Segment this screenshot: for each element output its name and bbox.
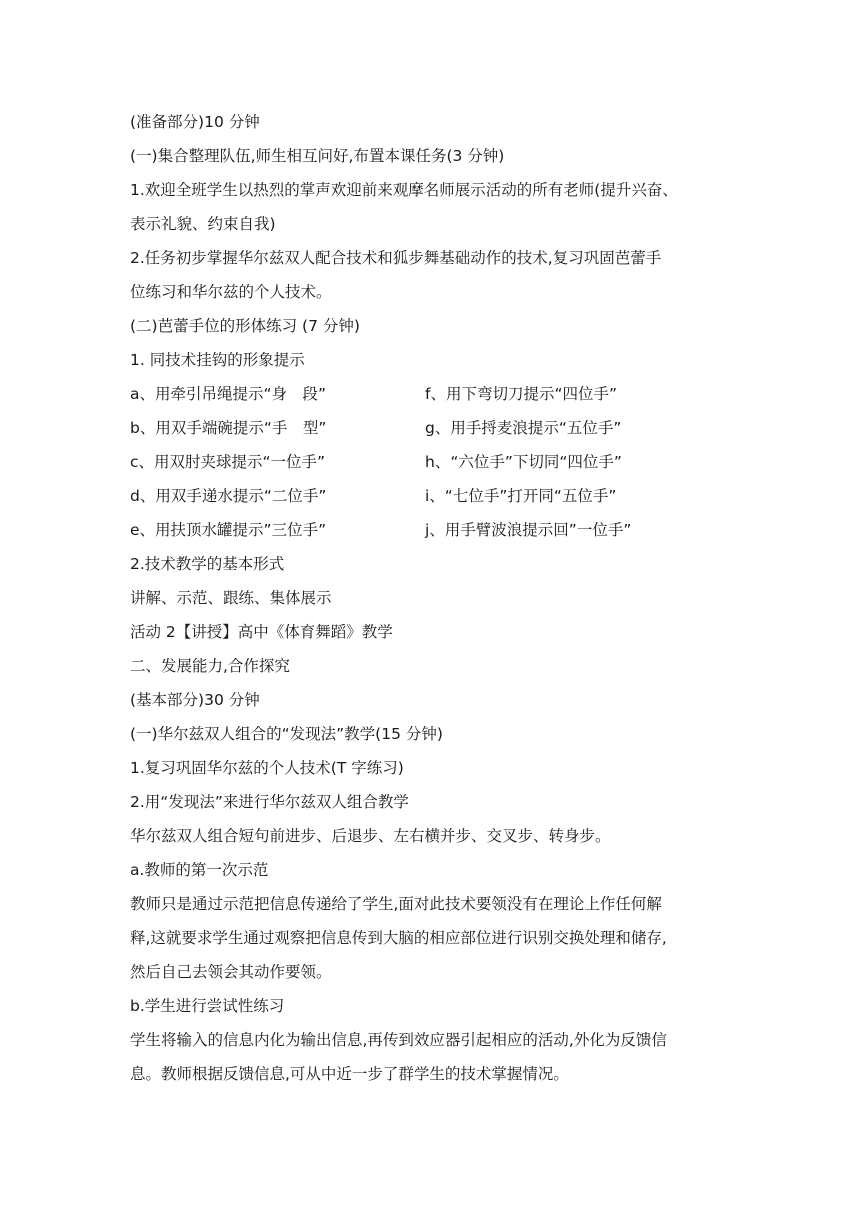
text-line: (二)芭蕾手位的形体练习 (7 分钟)	[130, 317, 360, 335]
section-bottom	[130, 547, 740, 1091]
hint-right: g、用手捋麦浪提示“五位手”	[425, 419, 622, 437]
text-line: 息。教师根据反馈信息,可从中近一步了群学生的技术掌握情况。	[130, 1065, 569, 1083]
text-line: 活动 2【讲授】高中《体育舞蹈》教学	[130, 623, 393, 641]
hint-row	[130, 479, 740, 513]
text-line: 2.任务初步掌握华尔兹双人配合技术和狐步舞基础动作的技术,复习巩固芭蕾手	[130, 249, 662, 267]
text-line: 二、发展能力,合作探究	[130, 657, 290, 675]
hint-row	[130, 411, 740, 445]
text-line: 位练习和华尔兹的个人技术。	[130, 283, 332, 301]
hint-right: j、用手臂波浪提示回”一位手”	[425, 521, 632, 539]
text-line: (基本部分)30 分钟	[130, 691, 260, 709]
text-line: 释,这就要求学生通过观察把信息传到大脑的相应部位进行识别交换处理和储存,	[130, 929, 667, 947]
hint-left: a、用牵引吊绳提示“身 段”	[130, 385, 327, 403]
text-line: 华尔兹双人组合短句前进步、后退步、左右横并步、交叉步、转身步。	[130, 827, 611, 845]
hint-right: f、用下弯切刀提示“四位手”	[425, 385, 618, 403]
text-line: a.教师的第一次示范	[130, 861, 269, 879]
hint-row	[130, 377, 740, 411]
hint-left: b、用双手端碗提示“手 型”	[130, 419, 327, 437]
hint-list	[130, 377, 740, 547]
text-line: 1.欢迎全班学生以热烈的掌声欢迎前来观摩名师展示活动的所有老师(提升兴奋、	[130, 181, 678, 199]
hint-left: e、用扶顶水罐提示”三位手”	[130, 521, 327, 539]
text-line: (一)集合整理队伍,师生相互问好,布置本课任务(3 分钟)	[130, 147, 505, 165]
hint-right: i、“七位手”打开同“五位手”	[425, 487, 617, 505]
text-line: (一)华尔兹双人组合的“发现法”教学(15 分钟)	[130, 725, 443, 743]
text-line: 2.用“发现法”来进行华尔兹双人组合教学	[130, 793, 409, 811]
document-page	[130, 105, 740, 1091]
text-line: 2.技术教学的基本形式	[130, 555, 285, 573]
section-top	[130, 105, 740, 377]
text-line: 1.复习巩固华尔兹的个人技术(T 字练习)	[130, 759, 404, 777]
text-line: 讲解、示范、跟练、集体展示	[130, 589, 332, 607]
text-line: (准备部分)10 分钟	[130, 113, 260, 131]
hint-right: h、“六位手”下切同“四位手”	[425, 453, 622, 471]
hint-row	[130, 445, 740, 479]
text-line: 1. 同技术挂钩的形象提示	[130, 351, 305, 369]
text-line: 然后自己去领会其动作要领。	[130, 963, 332, 981]
text-line: 学生将输入的信息内化为输出信息,再传到效应器引起相应的活动,外化为反馈信	[130, 1031, 667, 1049]
hint-left: d、用双手递水提示“二位手”	[130, 487, 327, 505]
text-line: b.学生进行尝试性练习	[130, 997, 285, 1015]
text-line: 表示礼貌、约束自我)	[130, 215, 276, 233]
hint-left: c、用双肘夹球提示“一位手”	[130, 453, 326, 471]
hint-row	[130, 513, 740, 547]
text-line: 教师只是通过示范把信息传递给了学生,面对此技术要领没有在理论上作任何解	[130, 895, 662, 913]
